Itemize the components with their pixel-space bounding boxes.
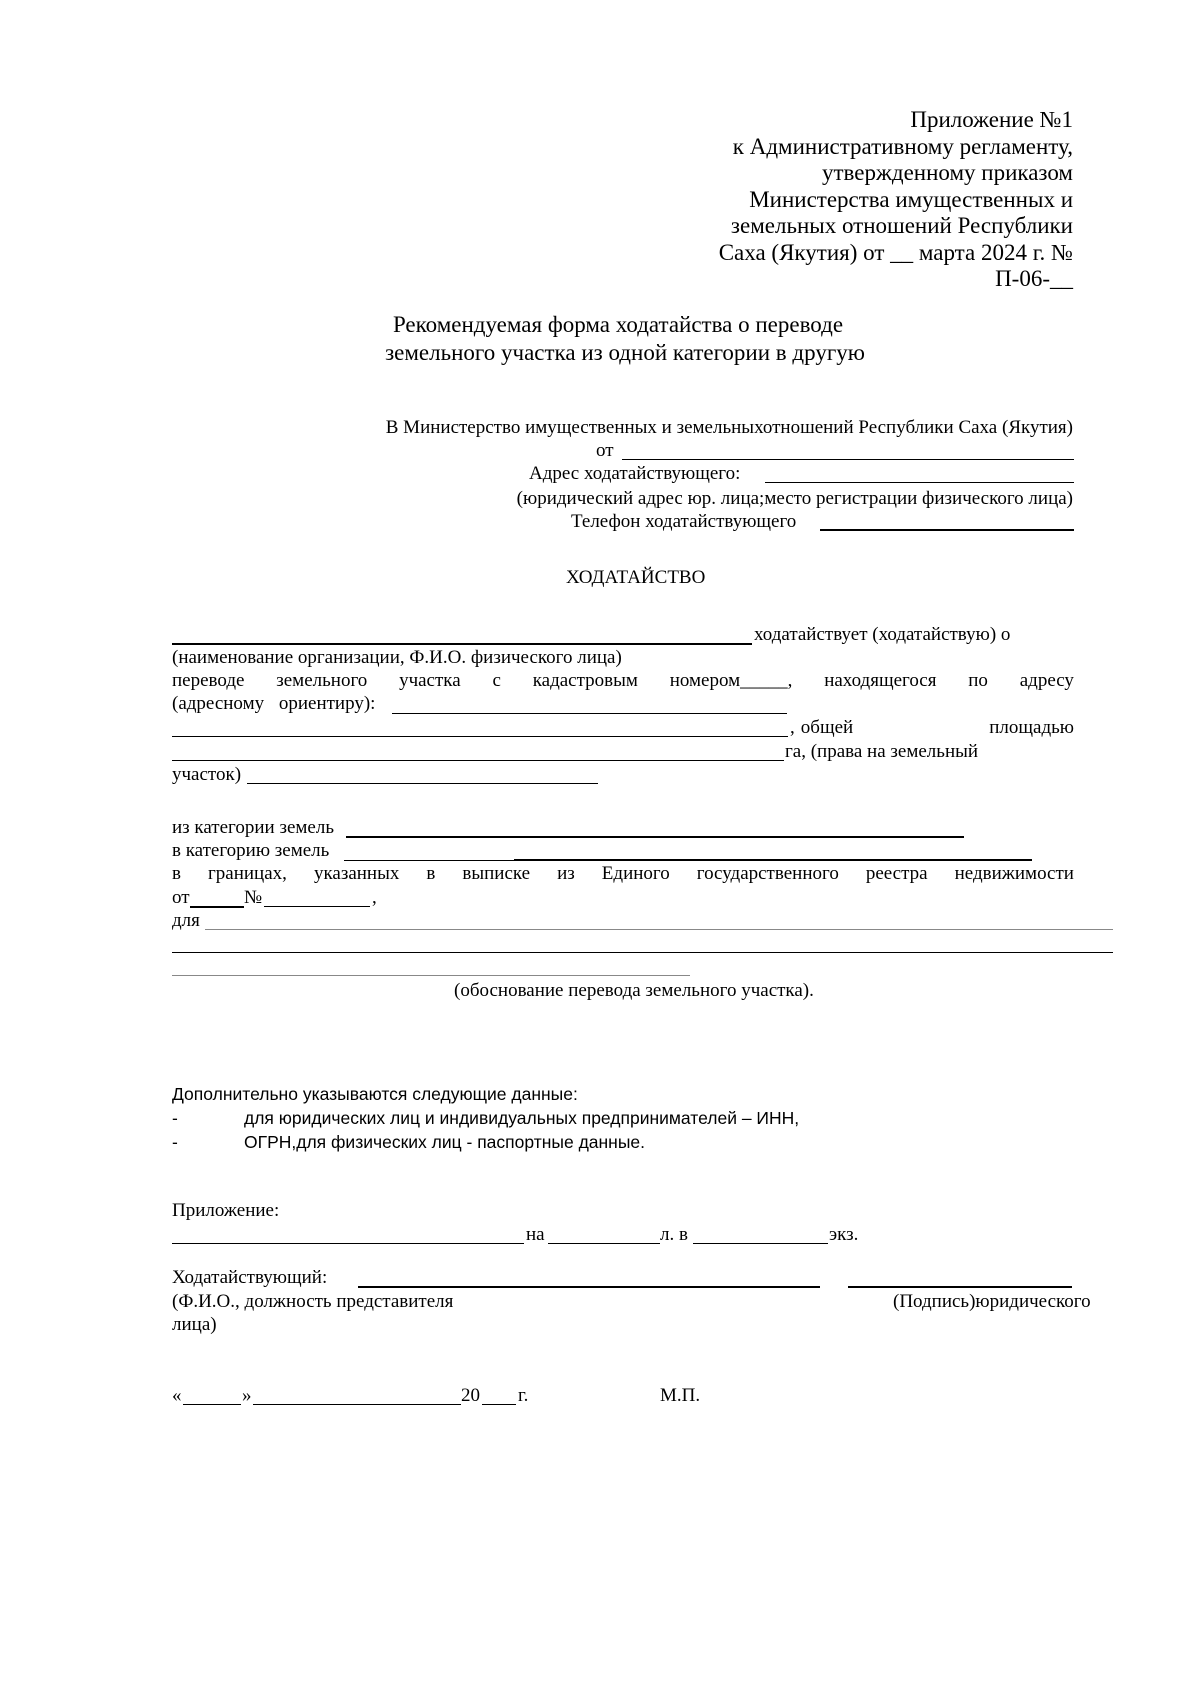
doc-title: ХОДАТАЙСТВО (566, 567, 706, 588)
area-field[interactable] (172, 760, 784, 761)
dlya-label: для (172, 910, 200, 931)
appendix-header (719, 107, 1073, 293)
address-label: Адрес ходатайствующего: (529, 463, 741, 484)
registry-line (172, 863, 1074, 885)
date-month-field[interactable] (253, 1404, 461, 1405)
purpose-field-1[interactable] (205, 929, 1113, 930)
r-word-2: границах, (208, 863, 287, 884)
attachment-l-v: л. в (660, 1224, 688, 1245)
cadastral-number-field[interactable]: номером_____, (669, 670, 793, 691)
rights-field[interactable] (247, 783, 598, 784)
word-kadastrovym: кадастровым (532, 670, 638, 691)
to-category-field-a[interactable] (344, 860, 514, 861)
signature-name-field[interactable] (358, 1286, 820, 1288)
signature-label: Ходатайствующий: (172, 1267, 328, 1288)
r-word-3: указанных (313, 863, 400, 884)
signature-fio-note: (Ф.И.О., должность представителя (172, 1291, 454, 1312)
to-category-field-b[interactable] (514, 859, 1032, 861)
registry-date-field[interactable] (190, 906, 244, 908)
area-line (790, 717, 1074, 739)
applicant-note: (наименование организации, Ф.И.О. физического лица) (172, 647, 622, 668)
date-year-prefix: 20 (461, 1385, 480, 1406)
date-day-field[interactable] (183, 1404, 241, 1405)
r-word-10: недвижимости (954, 863, 1074, 884)
word-zemelnogo: земельного (276, 670, 368, 691)
date-quote-close: » (242, 1385, 252, 1406)
cadastral-line (172, 670, 1074, 692)
date-year-field[interactable] (482, 1404, 516, 1405)
additional-intro: Дополнительно указываются следующие данные: (172, 1084, 578, 1104)
attachment-name-field[interactable] (172, 1243, 524, 1244)
phone-field[interactable] (820, 529, 1074, 531)
date-quote-open: « (172, 1385, 182, 1406)
justification-note: (обоснование перевода земельного участка). (454, 980, 814, 1001)
orientir-label: (адресному ориентиру): (172, 693, 376, 714)
word-ploshchadyu: площадью (989, 717, 1074, 738)
ga-rights-text: га, (права на земельный (785, 741, 979, 762)
to-category-label: в категорию земель (172, 840, 330, 861)
r-word-9: реестра (865, 863, 928, 884)
word-obshchey: общей (800, 717, 854, 738)
address-orientir-field[interactable] (392, 713, 787, 714)
word-adresu: адресу (1019, 670, 1074, 691)
word-uchastka: участка (399, 670, 461, 691)
word-s: с (492, 670, 501, 691)
r-word-6: из (557, 863, 575, 884)
from-label: от (596, 440, 614, 461)
form-title-line-2: земельного участка из одной категории в другую (385, 340, 865, 365)
signature-fio-note-2: лица) (172, 1314, 217, 1335)
word-perevode: переводе (172, 670, 245, 691)
attachment-copies-field[interactable] (693, 1243, 828, 1244)
attachment-ekz: экз. (829, 1224, 859, 1245)
uchastok-label: участок) (172, 764, 242, 785)
signature-sign-note: (Подпись)юридического (893, 1291, 1091, 1312)
from-field[interactable] (622, 459, 1074, 460)
r-word-1: в (172, 863, 181, 884)
petitions-text: ходатайствует (ходатайствую) о (754, 624, 1011, 645)
r-word-5: выписке (462, 863, 531, 884)
from-category-field[interactable] (346, 836, 964, 838)
phone-label: Телефон ходатайствующего (571, 511, 797, 532)
date-year-suffix: г. (518, 1385, 529, 1406)
additional-bullet-1: - (172, 1108, 178, 1128)
additional-item-1: для юридических лиц и индивидуальных предпринимателей – ИНН, (244, 1108, 800, 1128)
word-po: по (968, 670, 988, 691)
area-comma: , (790, 717, 795, 738)
appendix-line-7: П-06-__ (995, 266, 1073, 291)
stamp-label: М.П. (660, 1385, 701, 1406)
addressee-to: В Министерство имущественных и земельныхотношений Республики Саха (Якутия) (385, 417, 1073, 438)
additional-bullet-2: - (172, 1132, 178, 1152)
attachment-na: на (526, 1224, 545, 1245)
appendix-line-1: Приложение №1 (910, 107, 1073, 132)
purpose-field-2[interactable] (172, 952, 1113, 953)
appendix-line-5: земельных отношений Республики (730, 213, 1073, 238)
attachment-label: Приложение: (172, 1200, 280, 1221)
word-nakhod: находящегося (824, 670, 937, 691)
additional-item-2: ОГРН,для физических лиц - паспортные данные. (244, 1132, 646, 1152)
signature-sign-field[interactable] (848, 1286, 1072, 1288)
form-title-line-1: Рекомендуемая форма ходатайства о переводе (392, 312, 844, 337)
from-category-label: из категории земель (172, 817, 334, 838)
appendix-line-2: к Административному регламенту, (732, 133, 1073, 159)
no-label: № (244, 887, 263, 908)
applicant-field[interactable] (172, 643, 752, 645)
r-word-7: Единого (601, 863, 670, 884)
address-note: (юридический адрес юр. лица;место регистрации физического лица) (516, 488, 1073, 509)
attachment-pages-field[interactable] (548, 1243, 660, 1244)
r-word-4: в (426, 863, 436, 884)
ot-label: от (172, 887, 190, 908)
r-word-8: государственного (696, 863, 839, 884)
form-title (360, 311, 890, 367)
appendix-line-3: утвержденному приказом (822, 160, 1073, 185)
appendix-line-4: Министерства имущественных и (749, 186, 1073, 212)
registry-number-field[interactable] (264, 906, 370, 907)
address-continuation-field[interactable] (172, 736, 788, 737)
registry-comma: , (372, 887, 377, 908)
purpose-field-3[interactable] (172, 975, 690, 976)
appendix-line-6: Саха (Якутия) от __ марта 2024 г. № (718, 239, 1073, 265)
address-field[interactable] (765, 482, 1074, 483)
